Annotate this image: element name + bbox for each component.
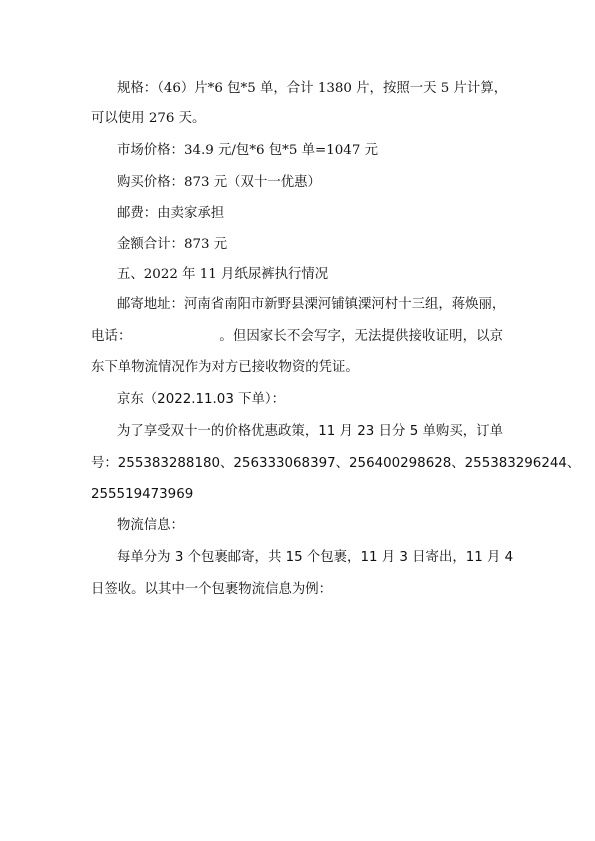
order-numbers-line-2: 255519473969 bbox=[91, 487, 194, 502]
total-amount-line: 金额合计：873 元 bbox=[117, 237, 228, 252]
logistics-heading: 物流信息： bbox=[117, 518, 184, 533]
logistics-line-2: 日签收。以其中一个包裹物流信息为例： bbox=[91, 582, 333, 597]
purchase-price-line: 购买价格：873 元（双十一优惠） bbox=[117, 175, 321, 190]
order-policy-line-1: 为了享受双十一的价格优惠政策，11 月 23 日分 5 单购买，订单 bbox=[117, 424, 503, 439]
market-price-line: 市场价格：34.9 元/包*6 包*5 单=1047 元 bbox=[117, 143, 378, 158]
order-numbers-line-1: 号：255383288180、256333068397、256400298628、255383296244、 bbox=[91, 456, 581, 471]
logistics-line-1: 每单分为 3 个包裹邮寄，共 15 个包裹，11 月 3 日寄出，11 月 4 bbox=[117, 550, 514, 565]
spec-line-1: 规格：（46）片*6 包*5 单，合计 1380 片，按照一天 5 片计算， bbox=[117, 81, 508, 96]
mailing-address-line-1: 邮寄地址：河南省南阳市新野县溧河铺镇溧河村十三组，蒋焕丽， bbox=[117, 297, 506, 312]
mailing-address-line-3: 东下单物流情况作为对方已接收物资的凭证。 bbox=[91, 360, 359, 375]
postage-line: 邮费：由卖家承担 bbox=[117, 206, 225, 221]
jd-order-heading: 京东（2022.11.03 下单）： bbox=[117, 392, 285, 407]
spec-line-2: 可以使用 276 天。 bbox=[91, 111, 206, 126]
mailing-address-line-2: 电话： 。但因家长不会写字，无法提供接收证明，以京 bbox=[91, 329, 503, 344]
section-five-heading: 五、2022 年 11 月纸尿裤执行情况 bbox=[117, 267, 329, 282]
